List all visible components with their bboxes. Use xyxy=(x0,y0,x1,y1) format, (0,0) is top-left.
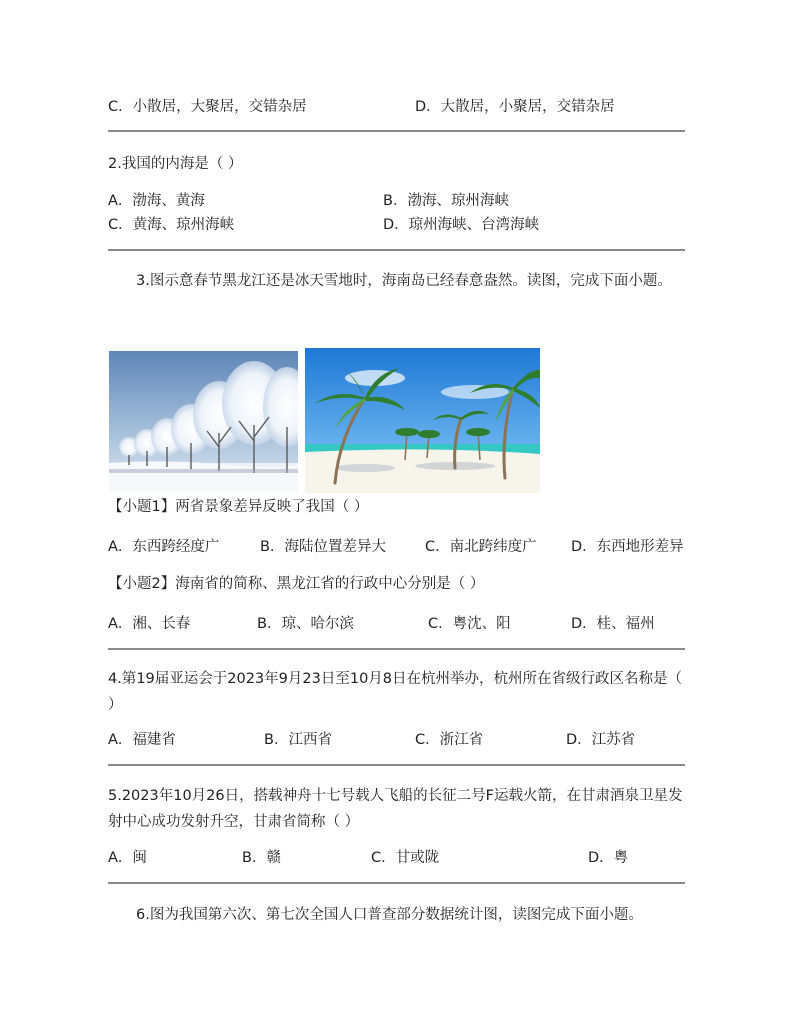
q3-stem: 3.图示意春节黑龙江还是冰天雪地时，海南岛已经春意盎然。读图，完成下面小题。 xyxy=(136,273,672,289)
q3-sub1-option-b: B．海陆位置差异大 xyxy=(260,539,386,555)
q2-option-b: B．渤海、琼州海峡 xyxy=(383,193,509,209)
q5-option-d: D．粤 xyxy=(588,850,629,866)
q6-stem: 6.图为我国第六次、第七次全国人口普查部分数据统计图，读图完成下面小题。 xyxy=(136,907,643,923)
q1-option-d: D．大散居，小聚居，交错杂居 xyxy=(415,99,615,115)
q3-sub1-option-a: A．东西跨经度广 xyxy=(108,539,220,555)
q2-option-a: A．渤海、黄海 xyxy=(108,193,205,209)
q3-sub2-stem: 【小题2】海南省的简称、黑龙江省的行政中心分别是（ ） xyxy=(108,576,485,592)
q4-option-b: B．江西省 xyxy=(264,732,332,748)
q4-option-a: A．福建省 xyxy=(108,732,176,748)
q3-sub1-option-d: D．东西地形差异 xyxy=(571,539,684,555)
divider xyxy=(108,882,685,884)
q3-sub2-option-b: B．琼、哈尔滨 xyxy=(257,616,354,632)
q1-option-c: C．小散居，大聚居，交错杂居 xyxy=(108,99,307,115)
q2-option-d: D．琼州海峡、台湾海峡 xyxy=(383,217,540,233)
snow-trees-image xyxy=(109,351,298,492)
q2-stem: 2.我国的内海是（ ） xyxy=(108,156,243,172)
q5-option-a: A．闽 xyxy=(108,850,147,866)
divider xyxy=(108,249,685,251)
q4-stem: 4.第19届亚运会于2023年9月23日至10月8日在杭州举办，杭州所在省级行政区名称是（ ） xyxy=(108,671,683,713)
q2-option-c: C．黄海、琼州海峡 xyxy=(108,217,235,233)
q3-sub1-stem: 【小题1】两省景象差异反映了我国（ ） xyxy=(108,499,369,515)
q5-option-b: B．赣 xyxy=(242,850,281,866)
q5-stem: 5.2023年10月26日，搭载神舟十七号载人飞船的长征二号F运载火箭，在甘肃酒泉卫星发射中心成功发射升空，甘肃省简称（ ） xyxy=(108,788,683,830)
q3-sub2-option-d: D．桂、福州 xyxy=(571,616,655,632)
q5-option-c: C．甘或陇 xyxy=(371,850,440,866)
q4-option-c: C．浙江省 xyxy=(415,732,484,748)
q4-option-d: D．江苏省 xyxy=(566,732,636,748)
divider xyxy=(108,648,685,650)
divider xyxy=(108,764,685,766)
q3-sub2-option-c: C．粤沈、阳 xyxy=(428,616,511,632)
q3-sub2-option-a: A．湘、长春 xyxy=(108,616,191,632)
q3-sub1-option-c: C．南北跨纬度广 xyxy=(425,539,537,555)
palm-beach-image xyxy=(305,348,540,493)
divider xyxy=(108,130,685,132)
